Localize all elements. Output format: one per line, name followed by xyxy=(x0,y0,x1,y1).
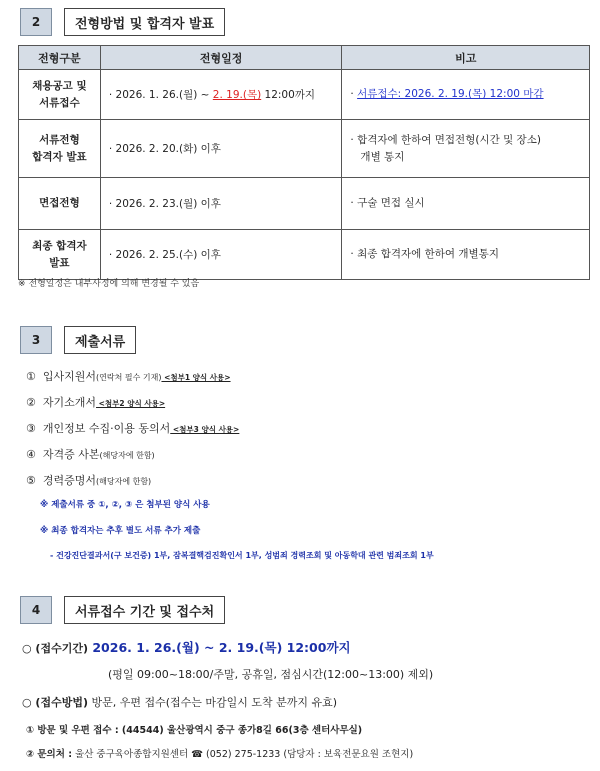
row3-remark: · 구술 면접 실시 xyxy=(342,178,590,230)
deadline-highlight: 2. 19.(목) xyxy=(212,89,262,101)
submission-period: ○ (접수기간) 2026. 1. 26.(월) ~ 2. 19.(목) 12:00까지 xyxy=(22,640,351,655)
section4-title: 서류접수 기간 및 접수처 xyxy=(64,596,225,624)
table-row xyxy=(19,178,590,230)
period-exclusion: (평일 09:00~18:00/주말, 공휴일, 점심시간(12:00~13:00) 제외) xyxy=(108,668,434,681)
row4-remark: · 최종 합격자에 한하여 개별통지 xyxy=(342,230,590,280)
section3-header xyxy=(20,326,136,354)
section3-number: 3 xyxy=(20,326,52,354)
header-schedule: 전형일정 xyxy=(100,46,342,70)
deadline-link[interactable]: 서류접수: 2026. 2. 19.(목) 12:00 마감 xyxy=(357,88,544,101)
additional-docs-detail: - 건강진단결과서(구 보건증) 1부, 잠복결핵검진확인서 1부, 성범죄 경력조회 및 아동학대 관련 범죄조회 1부 xyxy=(50,551,434,560)
list-item: ① 입사지원서(연락처 필수 기재) <첨부1 양식 사용> xyxy=(26,370,231,383)
submission-address: ① 방문 및 우편 접수 : (44544) 울산광역시 중구 종가8길 66(3층 센터사무실) xyxy=(26,725,363,736)
row3-category: 면접전형 xyxy=(19,178,101,230)
row2-category: 서류전형 합격자 발표 xyxy=(19,120,101,178)
section2-number: 2 xyxy=(20,8,52,36)
period-value: 2026. 1. 26.(월) ~ 2. 19.(목) 12:00까지 xyxy=(88,640,351,655)
header-remark: 비고 xyxy=(342,46,590,70)
schedule-table xyxy=(18,45,590,280)
list-item: ⑤ 경력증명서(해당자에 한함) xyxy=(26,474,152,487)
section2-header xyxy=(20,8,225,36)
row4-schedule: · 2026. 2. 25.(수) 이후 xyxy=(100,230,342,280)
table-row xyxy=(19,230,590,280)
row1-remark: · 서류접수: 2026. 2. 19.(목) 12:00 마감 xyxy=(342,70,590,120)
row1-category: 채용공고 및 서류접수 xyxy=(19,70,101,120)
row2-remark: · 합격자에 한하여 면접전형(시간 및 장소) 개별 통지 xyxy=(342,120,590,178)
row1-schedule: · 2026. 1. 26.(월) ~ 2. 19.(목) 12:00까지 xyxy=(100,70,342,120)
additional-docs-note: ※ 최종 합격자는 추후 별도 서류 추가 제출 xyxy=(40,526,201,536)
header-category: 전형구분 xyxy=(19,46,101,70)
row4-category: 최종 합격자 발표 xyxy=(19,230,101,280)
list-item: ② 자기소개서 <첨부2 양식 사용> xyxy=(26,396,166,409)
schedule-note: ※ 전형일정은 내부사정에 의해 변경될 수 있음 xyxy=(18,279,200,289)
table-header-row xyxy=(19,46,590,70)
section3-title: 제출서류 xyxy=(64,326,136,354)
section2-title: 전형방법 및 합격자 발표 xyxy=(64,8,225,36)
list-item: ④ 자격증 사본(해당자에 한함) xyxy=(26,448,155,461)
submission-method: ○ (접수방법) 방문, 우편 접수(접수는 마감일시 도착 분까지 유효) xyxy=(22,696,338,709)
row3-schedule: · 2026. 2. 23.(월) 이후 xyxy=(100,178,342,230)
form-note: ※ 제출서류 중 ①, ②, ③ 은 첨부된 양식 사용 xyxy=(40,500,210,510)
section4-number: 4 xyxy=(20,596,52,624)
section4-header xyxy=(20,596,225,624)
row2-schedule: · 2026. 2. 20.(화) 이후 xyxy=(100,120,342,178)
list-item: ③ 개인정보 수집·이용 동의서 <첨부3 양식 사용> xyxy=(26,422,240,435)
table-row xyxy=(19,70,590,120)
contact-info: ② 문의처 : 울산 중구육아종합지원센터 ☎ (052) 275-1233 (담당자 : 보육전문요원 조현지) xyxy=(26,749,414,760)
table-row xyxy=(19,120,590,178)
